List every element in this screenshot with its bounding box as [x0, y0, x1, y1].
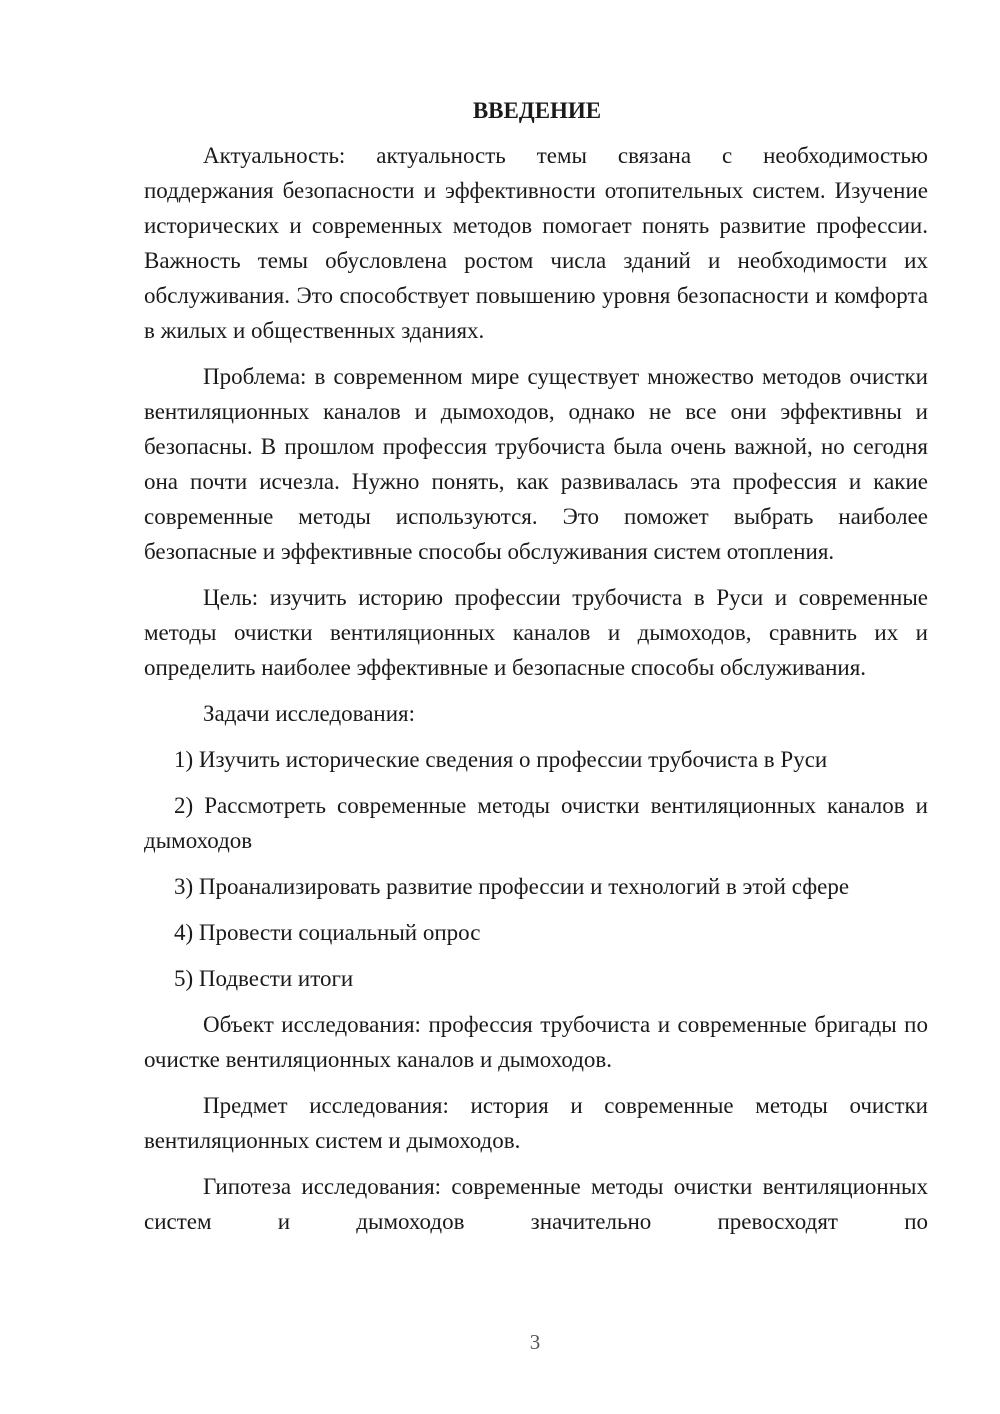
page-number: 3 — [529, 1330, 541, 1354]
task-item-1: 1) Изучить исторические сведения о профессии трубочиста в Руси — [174, 747, 828, 772]
problem-paragraph: Проблема: в современном мире существует множество методов очистки вентиляционных каналов и дымоходов, однако не все они эффективны и безопасны. В прошлом профессия трубочиста была очень важной, но сегодня она почти исчезла. Нужно понять, как развивалась эта профессия и какие современные методы используются. Это поможет выбрать наиболее безопасные и эффективные способы обслуживания систем отопления. — [144, 364, 928, 564]
task-item-2: 2) Рассмотреть современные методы очистки вентиляционных каналов и дымоходов — [144, 793, 928, 853]
task-item-5: 5) Подвести итоги — [174, 966, 354, 991]
task-item-3: 3) Проанализировать развитие профессии и технологий в этой сфере — [174, 874, 850, 899]
object-paragraph: Объект исследования: профессия трубочиста и современные бригады по очистке вентиляционных каналов и дымоходов. — [144, 1012, 928, 1072]
relevance-paragraph: Актуальность: актуальность темы связана с необходимостью поддержания безопасности и эффективности отопительных систем. Изучение исторических и современных методов помогает понять развитие профессии. Важность темы обусловлена ростом числа зданий и необходимости их обслуживания. Это способствует повышению уровня безопасности и комфорта в жилых и общественных зданиях. — [144, 143, 928, 343]
page-content — [144, 93, 928, 1250]
tasks-heading: Задачи исследования: — [203, 701, 416, 726]
section-title: ВВЕДЕНИЕ — [472, 98, 602, 123]
subject-paragraph: Предмет исследования: история и современные методы очистки вентиляционных систем и дымоходов. — [144, 1093, 928, 1153]
task-item-4: 4) Провести социальный опрос — [174, 920, 481, 945]
hypothesis-paragraph: Гипотеза исследования: современные методы очистки вентиляционных систем и дымоходов значительно превосходят по — [144, 1174, 928, 1234]
goal-paragraph: Цель: изучить историю профессии трубочиста в Руси и современные методы очистки вентиляционных каналов и дымоходов, сравнить их и определить наиболее эффективные и безопасные способы обслуживания. — [144, 585, 928, 680]
